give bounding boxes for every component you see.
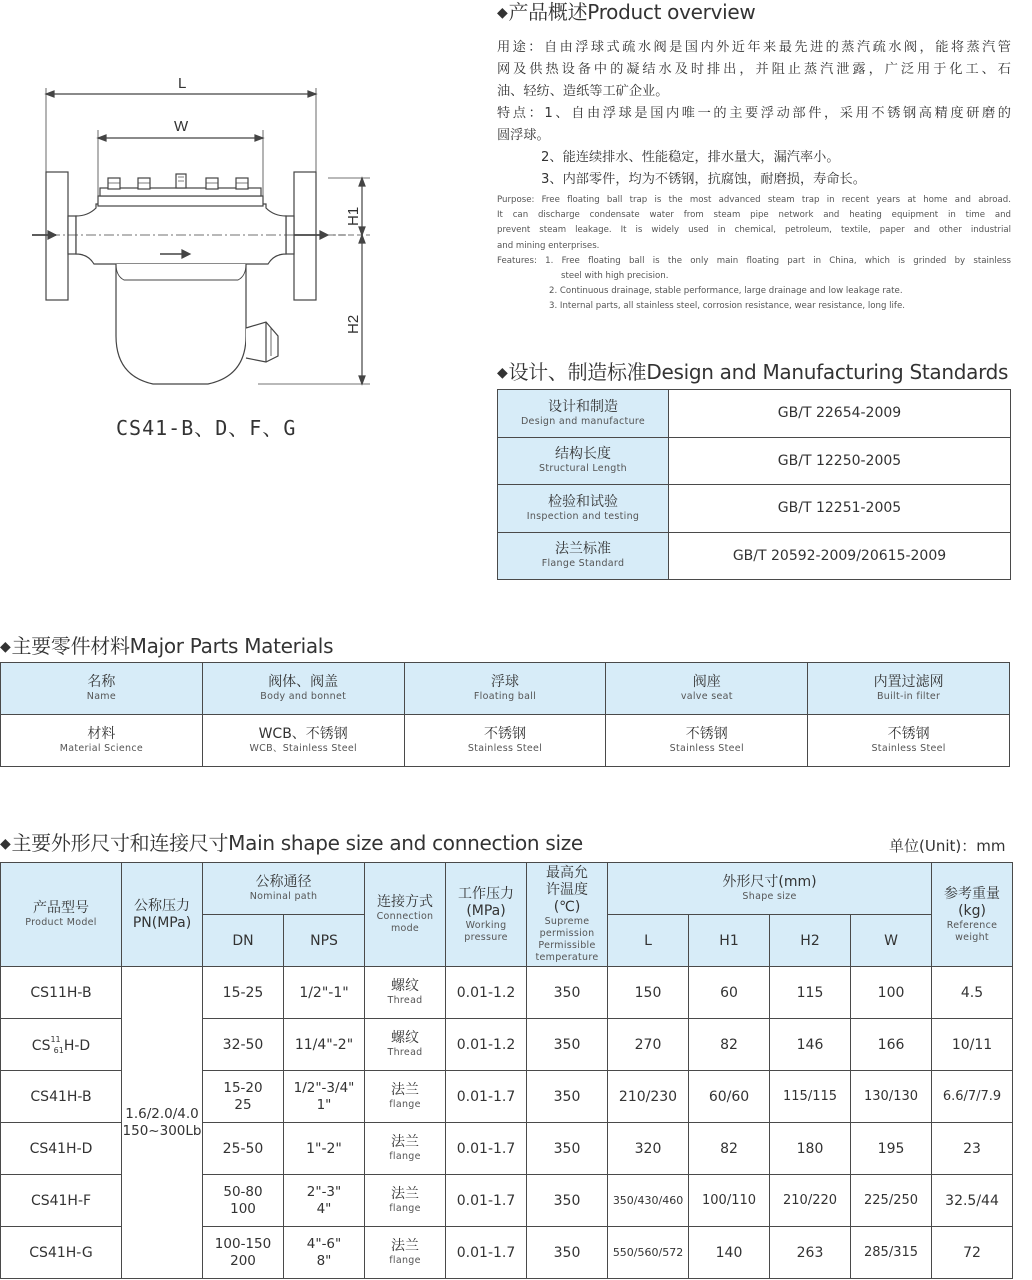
parts-header-cell: 浮球 Floating ball — [404, 663, 606, 715]
header-weight: 参考重量 (kg) Reference weight — [932, 863, 1013, 967]
feature-line: 3、内部零件，均为不锈钢，抗腐蚀，耐磨损，寿命长。 — [541, 172, 866, 187]
standards-title: ◆设计、制造标准Design and Manufacturing Standards — [497, 360, 1009, 384]
usage-line: 用途：自由浮球式疏水阀是国内外近年来最先进的蒸汽疏水阀，能将蒸汽管 — [497, 40, 1011, 55]
nps-cell: 4"-6" 8" — [284, 1227, 365, 1279]
dn-cell: 100-150 200 — [203, 1227, 284, 1279]
pn-cell: 1.6/2.0/4.0 150~300Lb — [122, 967, 203, 1279]
sizes-table — [0, 862, 1013, 1279]
en-line: 3. Internal parts, all stainless steel, corrosion resistance, wear resistance, long life. — [549, 301, 905, 312]
temp-cell: 350 — [527, 1019, 608, 1071]
dn-cell: 50-80 100 — [203, 1175, 284, 1227]
h2-cell: 180 — [770, 1123, 851, 1175]
model-cell: CS11H-B — [1, 967, 122, 1019]
standard-value: GB/T 20592-2009/20615-2009 — [669, 532, 1011, 580]
header-h2: H2 — [770, 915, 851, 967]
en-line: It can discharge condensate water from steam pipe network and heating equipment in time and — [497, 210, 1011, 221]
en-line: Features: 1. Free floating ball is the only main floating part in China, which is grinded by stainless — [497, 255, 1011, 266]
standard-label: 结构长度 Structural Length — [498, 437, 669, 485]
h1-cell: 60 — [689, 967, 770, 1019]
standard-value: GB/T 12251-2005 — [669, 485, 1011, 533]
model-cell: CS41H-G — [1, 1227, 122, 1279]
header-nominal: 公称通径 Nominal path — [203, 863, 365, 915]
sizes-title-cn: 主要外形尺寸和连接尺寸 — [11, 831, 229, 855]
weight-cell: 4.5 — [932, 967, 1013, 1019]
standard-value: GB/T 22654-2009 — [669, 390, 1011, 438]
temp-cell: 350 — [527, 1071, 608, 1123]
h2-cell: 146 — [770, 1019, 851, 1071]
model-cell: CS41H-D — [1, 1123, 122, 1175]
standard-row — [498, 390, 1011, 438]
temp-cell: 350 — [527, 1175, 608, 1227]
weight-cell: 6.6/7/7.9 — [932, 1071, 1013, 1123]
l-cell: 350/430/460 — [608, 1175, 689, 1227]
header-h1: H1 — [689, 915, 770, 967]
l-cell: 550/560/572 — [608, 1227, 689, 1279]
parts-header-cell: 阀体、阀盖 Body and bonnet — [202, 663, 404, 715]
header-working-pressure: 工作压力 (MPa) Working pressure — [446, 863, 527, 967]
wp-cell: 0.01-1.7 — [446, 1227, 527, 1279]
l-cell: 210/230 — [608, 1071, 689, 1123]
standard-label: 检验和试验 Inspection and testing — [498, 485, 669, 533]
temp-cell: 350 — [527, 1227, 608, 1279]
connection-cell: 法兰 flange — [365, 1123, 446, 1175]
h2-cell: 210/220 — [770, 1175, 851, 1227]
model-cell: $CS^{11}_{61}H-D$ — [1, 1019, 122, 1071]
l-cell: 150 — [608, 967, 689, 1019]
parts-cell: 材料 Material Science — [1, 715, 203, 767]
header-temperature: 最高允 许温度 (℃) Supreme permission Permissible temperature — [527, 863, 608, 967]
en-line: and mining enterprises. — [497, 240, 600, 251]
en-line: steel with high precision. — [561, 271, 669, 282]
en-line: 2. Continuous drainage, stable performance, large drainage and low leakage rate. — [549, 286, 903, 297]
feature-line: 特点：1、自由浮球是国内唯一的主要浮动部件，采用不锈钢高精度研磨的 — [497, 106, 1011, 121]
sizes-title: ◆主要外形尺寸和连接尺寸Main shape size and connection size — [0, 831, 583, 855]
h1-cell: 82 — [689, 1123, 770, 1175]
parts-cell: 不锈钢 Stainless Steel — [404, 715, 606, 767]
nps-cell: 1/2"-1" — [284, 967, 365, 1019]
dim-h2-label: H2 — [345, 314, 362, 334]
overview-title: ◆产品概述Product overview — [497, 0, 756, 24]
w-cell: 195 — [851, 1123, 932, 1175]
temp-cell: 350 — [527, 1123, 608, 1175]
parts-cell: 不锈钢 Stainless Steel — [808, 715, 1010, 767]
h1-cell: 82 — [689, 1019, 770, 1071]
en-line: prevent steam leakage. It is widely used in chemical, petroleum, textile, paper and other industrial — [497, 225, 1011, 236]
connection-cell: 螺纹 Thread — [365, 967, 446, 1019]
header-pn: 公称压力 PN(MPa) — [122, 863, 203, 967]
connection-cell: 法兰 flange — [365, 1175, 446, 1227]
drawing-caption: CS41-B、D、F、G — [116, 416, 297, 440]
temp-cell: 350 — [527, 967, 608, 1019]
table-row — [1, 967, 1013, 1019]
overview-text-en — [497, 193, 1011, 315]
overview-title-en: Product overview — [587, 0, 756, 24]
standard-row — [498, 437, 1011, 485]
l-cell: 270 — [608, 1019, 689, 1071]
h2-cell: 263 — [770, 1227, 851, 1279]
dn-cell: 25-50 — [203, 1123, 284, 1175]
dim-h1-label: H1 — [345, 206, 362, 226]
w-cell: 100 — [851, 967, 932, 1019]
header-l: L — [608, 915, 689, 967]
overview-text-cn — [497, 37, 1011, 191]
standards-title-en: Design and Manufacturing Standards — [646, 360, 1009, 384]
standard-row — [498, 532, 1011, 580]
nps-cell: 2"-3" 4" — [284, 1175, 365, 1227]
standard-value: GB/T 12250-2005 — [669, 437, 1011, 485]
usage-line: 网及供热设备中的凝结水及时排出，并阻止蒸汽泄露，广泛用于化工、石 — [497, 62, 1011, 77]
weight-cell: 23 — [932, 1123, 1013, 1175]
dn-cell: 15-20 25 — [203, 1071, 284, 1123]
connection-cell: 螺纹 Thread — [365, 1019, 446, 1071]
dim-l-label: L — [178, 75, 187, 92]
model-cell: CS41H-F — [1, 1175, 122, 1227]
header-shape-size: 外形尺寸(mm) Shape size — [608, 863, 932, 915]
parts-title-en: Major Parts Materials — [129, 634, 334, 658]
parts-header-cell: 内置过滤网 Built-in filter — [808, 663, 1010, 715]
parts-header-cell: 阀座 valve seat — [606, 663, 808, 715]
dn-cell: 32-50 — [203, 1019, 284, 1071]
parts-cell: 不锈钢 Stainless Steel — [606, 715, 808, 767]
header-connection: 连接方式 Connection mode — [365, 863, 446, 967]
usage-line: 油、轻纺、造纸等工矿企业。 — [497, 84, 669, 99]
en-line: Purpose: Free floating ball trap is the most advanced steam trap in recent years at home and abroad. — [497, 195, 1011, 205]
header-model: 产品型号 Product Model — [1, 863, 122, 967]
standards-table — [497, 389, 1011, 580]
h1-cell: 60/60 — [689, 1071, 770, 1123]
nps-cell: 1"-2" — [284, 1123, 365, 1175]
dn-cell: 15-25 — [203, 967, 284, 1019]
parts-cell: WCB、不锈钢 WCB、Stainless Steel — [202, 715, 404, 767]
h1-cell: 140 — [689, 1227, 770, 1279]
h2-cell: 115/115 — [770, 1071, 851, 1123]
w-cell: 285/315 — [851, 1227, 932, 1279]
header-w: W — [851, 915, 932, 967]
weight-cell: 72 — [932, 1227, 1013, 1279]
parts-table — [0, 662, 1010, 767]
unit-label: 单位(Unit)：mm — [889, 837, 1006, 855]
nps-cell: 1/2"-3/4" 1" — [284, 1071, 365, 1123]
wp-cell: 0.01-1.7 — [446, 1123, 527, 1175]
steam-trap-drawing — [28, 66, 362, 406]
wp-cell: 0.01-1.7 — [446, 1175, 527, 1227]
h1-cell: 100/110 — [689, 1175, 770, 1227]
weight-cell: 32.5/44 — [932, 1175, 1013, 1227]
feature-line: 2、能连续排水、性能稳定，排水量大，漏汽率小。 — [541, 150, 840, 165]
model-cell: CS41H-B — [1, 1071, 122, 1123]
w-cell: 225/250 — [851, 1175, 932, 1227]
connection-cell: 法兰 flange — [365, 1227, 446, 1279]
standard-label: 法兰标准 Flange Standard — [498, 532, 669, 580]
nps-cell: 11/4"-2" — [284, 1019, 365, 1071]
weight-cell: 10/11 — [932, 1019, 1013, 1071]
header-nps: NPS — [284, 915, 365, 967]
standard-label: 设计和制造 Design and manufacture — [498, 390, 669, 438]
wp-cell: 0.01-1.2 — [446, 967, 527, 1019]
feature-line: 圆浮球。 — [497, 128, 550, 143]
wp-cell: 0.01-1.7 — [446, 1071, 527, 1123]
parts-row — [1, 715, 1010, 767]
sizes-header-row — [1, 863, 1013, 915]
parts-title-cn: 主要零件材料 — [11, 634, 130, 658]
h2-cell: 115 — [770, 967, 851, 1019]
standards-title-cn: 设计、制造标准 — [508, 360, 647, 384]
connection-cell: 法兰 flange — [365, 1071, 446, 1123]
header-dn: DN — [203, 915, 284, 967]
dim-w-label: W — [174, 118, 189, 135]
w-cell: 166 — [851, 1019, 932, 1071]
parts-header-row — [1, 663, 1010, 715]
sizes-title-en: Main shape size and connection size — [228, 831, 583, 855]
parts-title: ◆主要零件材料Major Parts Materials — [0, 634, 334, 658]
parts-header-cell: 名称 Name — [1, 663, 203, 715]
standard-row — [498, 485, 1011, 533]
l-cell: 320 — [608, 1123, 689, 1175]
overview-title-cn: 产品概述 — [508, 0, 588, 24]
wp-cell: 0.01-1.2 — [446, 1019, 527, 1071]
w-cell: 130/130 — [851, 1071, 932, 1123]
